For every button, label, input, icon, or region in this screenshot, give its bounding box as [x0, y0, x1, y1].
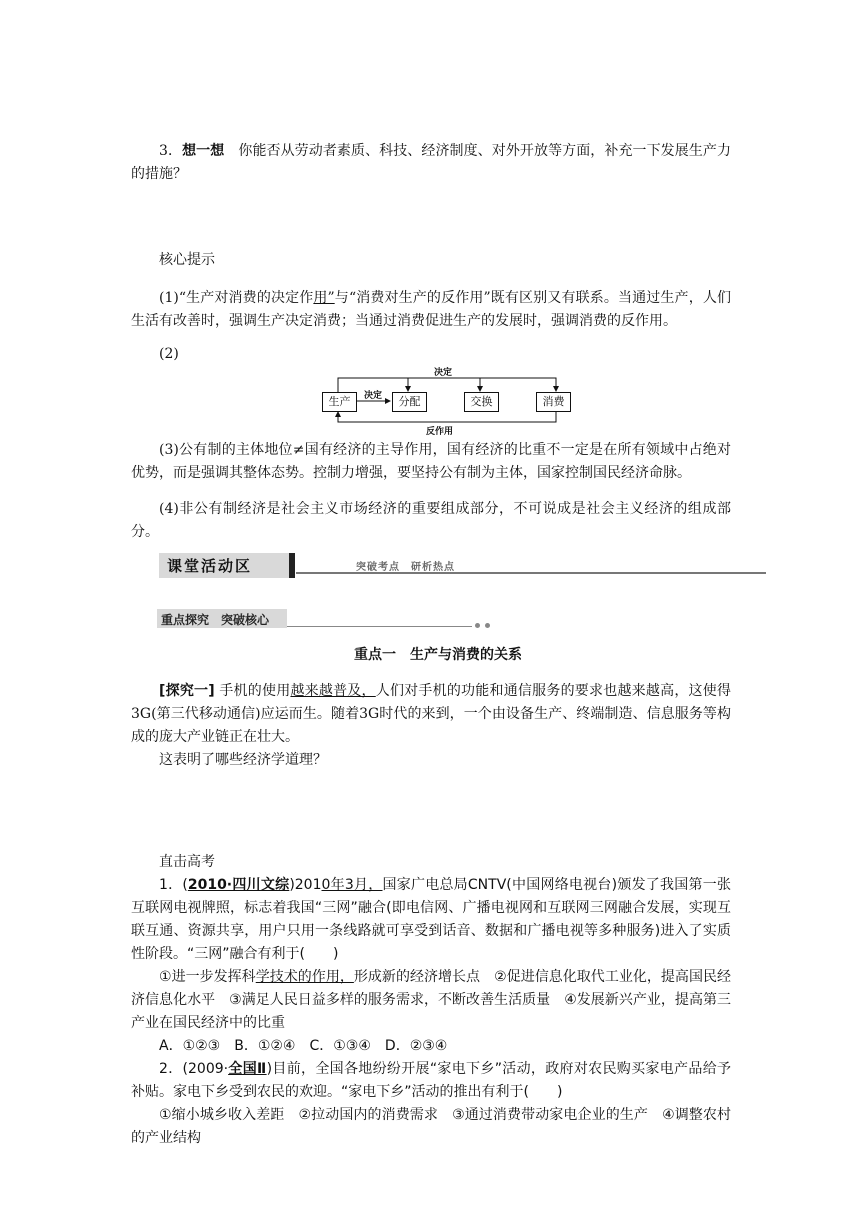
box-distribution: 分配: [392, 392, 427, 412]
box-exchange: 交换: [464, 392, 499, 412]
sub-banner: [157, 609, 497, 631]
section-title: 课堂活动区: [167, 557, 253, 575]
q1-choices: A．①②③ B．①②④ C．①③④ D．②③④: [159, 1038, 448, 1054]
inquiry-label: [探究一]: [159, 683, 215, 699]
exam-question-1: [131, 874, 731, 966]
sub-banner-title: 重点探究 突破核心: [161, 613, 270, 627]
box-production: 生产: [322, 392, 357, 412]
q1-text-cont: 国家广电总局CNTV(中国网络电视台)颁发了我国第一张互联网电视牌照，标志着我国“三网”融合(即电信网、广播电视网和互联网三网融合发展，实现互联互通、资源共享，用户只用一条线路就可享受到话音、数据和广播电视等多种服务)进入了实质性阶段。“三网”融合有利于( ): [131, 877, 731, 962]
think-question: [131, 140, 731, 186]
question-number: 3．: [159, 143, 183, 159]
dot-decoration: [475, 623, 480, 628]
q1-number: 1．(: [159, 877, 188, 893]
inquiry-underlined: 越来越普及，: [290, 683, 376, 699]
hint-heading: 核心提示: [159, 252, 215, 268]
question-text: 你能否从劳动者素质、科技、经济制度、对外开放等方面，补充一下发展: [238, 143, 689, 159]
hint-text-cont: 与“消费对生产的反作用”既有区别又有联系。当通过生产，人们生活有改善时，强调生产决定消费；当通过消费促进生产的发展时，强调消费的反作用。: [131, 290, 731, 329]
q1-source: 2010·四川文综: [187, 877, 290, 893]
hint-paragraph-2-label: (2): [159, 346, 179, 362]
q2-options: ①缩小城乡收入差距 ②拉动国内的消费需求 ③通过消费带动家电企业的生产 ④调整农村的产业结构: [131, 1107, 731, 1146]
q2-text: )目前，全国各地纷纷开展“家电下乡”活动，政府对农民购买家电产品给予补贴。家电下乡受到农民的欢迎。“家电下乡”活动的推出有利于( ): [131, 1061, 732, 1100]
section-banner: [131, 551, 771, 583]
q1-option-text-cont: 形成新的经济增长点 ②促进信息化取代工业化，提高国民经济信息化水平 ③满足人民日益多样的服务需求，不断改善生活质量 ④发展新兴产业，提高第三产业在国民经济中的比重: [131, 969, 731, 1031]
label-top-decide: 决定: [434, 368, 453, 378]
exam-question-2: [131, 1058, 731, 1104]
key-point-heading: 重点一 生产与消费的关系: [354, 647, 522, 663]
hint-paragraph-3: (3)公有制的主体地位≠国有经济的主导作用，国有经济的比重不一定是在所有领域中占绝对优势，而是强调其整体态势。控制力增强，要坚持公有制为主体，国家控制国民经济命脉。: [131, 442, 731, 481]
hint-paragraph-4: (4)非公有制经济是社会主义市场经济的重要组成部分，不可说成是社会主义经济的组成部分。: [131, 501, 731, 540]
label-bottom-reaction: 反作用: [426, 427, 454, 437]
sub-banner-line: [287, 626, 472, 627]
exam-heading: 直击高考: [159, 854, 215, 870]
box-consumption: 消费: [536, 392, 571, 412]
think-title: 想一想: [182, 143, 225, 159]
q1-options: [131, 966, 731, 1035]
q2-number: 2．(2009·: [159, 1061, 229, 1077]
inquiry-text-cont: 人们对手机的功能和通信服务的要求也越来越高，这使得3G(第三代移动通信)应运而生。随着3G时代的来到，一个由设备生产、终端制造、信息服务等构成的庞大产业链正在壮大。: [131, 683, 731, 745]
label-mid-decide: 决定: [364, 391, 383, 401]
inquiry-question: 这表明了哪些经济学道理？: [159, 752, 327, 768]
q1-text: )201: [289, 877, 322, 893]
dot-decoration: [485, 623, 490, 628]
q1-option-text: ①进一步发挥科: [159, 969, 256, 985]
hint-text: (1)“生产对消费的决定作: [159, 290, 314, 306]
inquiry-paragraph: [131, 680, 731, 749]
section-subtitle: 突破考点 研析热点: [356, 562, 455, 573]
production-relation-diagram: [320, 360, 580, 438]
q1-underlined: 0年3月，: [321, 877, 383, 893]
hint-paragraph-1: [131, 287, 731, 333]
inquiry-text: 手机的使用: [219, 683, 291, 699]
question-text-cont: 生产力的措施？: [131, 143, 731, 182]
q1-option-underlined: 学技术的作用，: [255, 969, 354, 985]
hint-underlined: 用”: [313, 290, 335, 306]
q2-source: 全国Ⅱ: [228, 1061, 267, 1077]
